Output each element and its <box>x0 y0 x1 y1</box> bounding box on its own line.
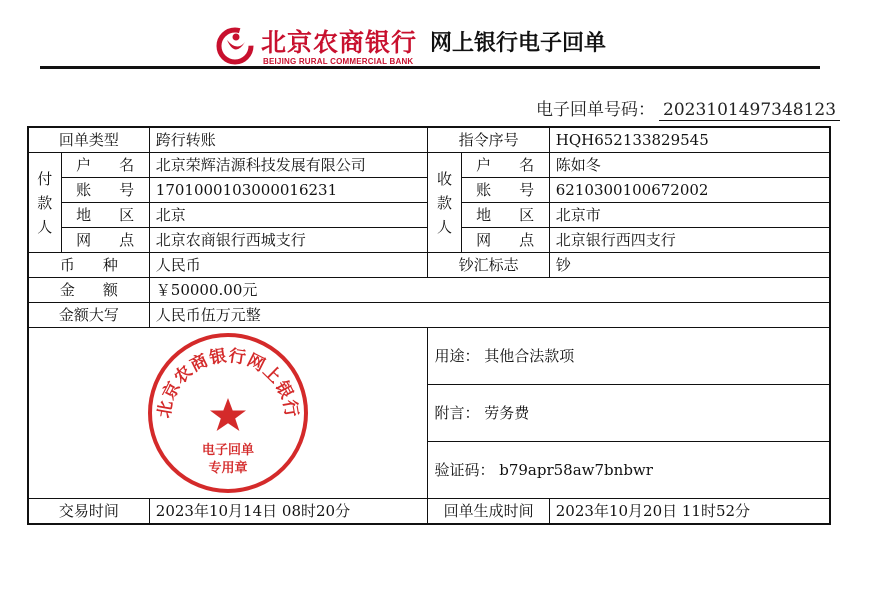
payee-region-label: 地区 <box>461 203 549 228</box>
payer-label: 付 款 人 <box>28 153 61 253</box>
payer-branch: 北京农商银行西城支行 <box>149 228 428 253</box>
verification-code-field: 验证码： b79apr58aw7bnbwr <box>428 442 830 499</box>
table-row <box>28 253 830 278</box>
bank-name-en: BEIJING RURAL COMMERCIAL BANK <box>263 57 414 66</box>
cash-flag-value: 钞 <box>549 253 830 278</box>
cash-flag-label: 钞汇标志 <box>428 253 549 278</box>
payee-label: 收 款 人 <box>428 153 461 253</box>
generated-time-label: 回单生成时间 <box>428 499 549 525</box>
payer-region-label: 地区 <box>61 203 149 228</box>
instruction-no-value: HQH652133829545 <box>549 127 830 153</box>
amount-value: ￥50000.00元 <box>149 278 830 303</box>
trade-time-value: 2023年10月14日 08时20分 <box>149 499 428 525</box>
table-row <box>28 153 830 178</box>
currency-value: 人民币 <box>149 253 428 278</box>
payee-branch-label: 网点 <box>461 228 549 253</box>
payee-name: 陈如冬 <box>549 153 830 178</box>
table-row <box>28 303 830 328</box>
table-row <box>28 278 830 303</box>
purpose-field: 用途： 其他合法款项 <box>428 328 830 385</box>
amount-words-label: 金额大写 <box>28 303 149 328</box>
table-row <box>28 499 830 525</box>
header-divider <box>40 66 820 69</box>
amount-label: 金额 <box>28 278 149 303</box>
payee-name-label: 户名 <box>461 153 549 178</box>
currency-label: 币种 <box>28 253 149 278</box>
payee-account-label: 账号 <box>461 178 549 203</box>
header <box>0 22 882 70</box>
payee-account: 6210300100672002 <box>549 178 830 203</box>
generated-time-value: 2023年10月20日 11时52分 <box>549 499 830 525</box>
receipt-number <box>536 95 840 120</box>
receipt-number-value: 2023101497348123 <box>659 100 840 121</box>
seal-stamp-icon <box>143 328 313 498</box>
receipt-table <box>27 126 831 525</box>
seal-arc-text: 北京农商银行网上银行 <box>154 346 302 420</box>
payer-branch-label: 网点 <box>61 228 149 253</box>
payer-region: 北京 <box>149 203 428 228</box>
seal-cell <box>28 328 428 499</box>
receipt-type-value: 跨行转账 <box>149 127 428 153</box>
document-title: 网上银行电子回单 <box>430 31 607 56</box>
payee-branch: 北京银行西四支行 <box>549 228 830 253</box>
bank-name-cn: 北京农商银行 <box>261 28 418 57</box>
amount-words-value: 人民币伍万元整 <box>149 303 830 328</box>
payer-name-label: 户名 <box>61 153 149 178</box>
seal-inner-line1: 电子回单 <box>202 443 255 458</box>
payer-account-label: 账号 <box>61 178 149 203</box>
instruction-no-label: 指令序号 <box>428 127 549 153</box>
payer-name: 北京荣辉洁源科技发展有限公司 <box>149 153 428 178</box>
trade-time-label: 交易时间 <box>28 499 149 525</box>
table-row <box>28 328 830 385</box>
seal-inner-line2: 专用章 <box>208 461 248 476</box>
payer-account: 1701000103000016231 <box>149 178 428 203</box>
table-row <box>28 127 830 153</box>
payee-region: 北京市 <box>549 203 830 228</box>
remark-field: 附言： 劳务费 <box>428 385 830 442</box>
bank-logo-icon <box>217 28 253 64</box>
receipt-type-label: 回单类型 <box>28 127 149 153</box>
receipt-number-label: 电子回单号码： <box>536 100 655 120</box>
